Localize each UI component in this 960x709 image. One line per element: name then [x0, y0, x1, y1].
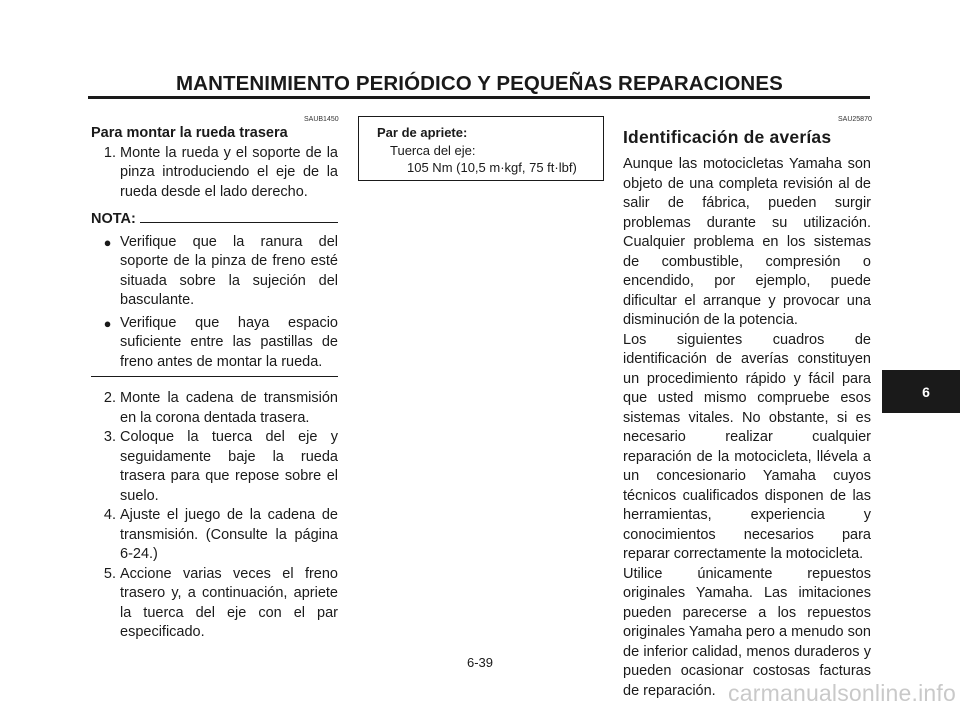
note-rule [140, 222, 338, 223]
section-title: Identificación de averías [623, 127, 832, 147]
paragraph: Los siguientes cuadros de identificación de averías constituyen un procedimiento rápido y fácil para que usted mismo compruebe esos sistemas vitales. No obstante, si es necesario realizar cualquier reparación de la motocicleta, llévela a un concesionario Yamaha cuyos técnicos cualificados disponen de las herramientas, experiencia y conocimientos necesarios para reparar correctamente la motocicleta. [623, 331, 871, 562]
step-text: Ajuste el juego de la cadena de transmisión. (Consulte la página 6-24.) [120, 507, 338, 562]
step-text: Coloque la tuerca del eje y seguidamente baje la rueda trasera para que repose sobre el suelo. [120, 429, 338, 504]
bullet-text: Verifique que la ranura del soporte de la pinza de freno esté situada sobre la sujeción del basculante. [120, 233, 338, 308]
torque-title: Par de apriete: [377, 125, 468, 140]
page-header-title: MANTENIMIENTO PERIÓDICO Y PEQUEÑAS REPARACIONES [176, 72, 783, 95]
torque-item: Tuerca del eje: [390, 142, 476, 158]
step-item [91, 506, 338, 565]
step-text: Accione varias veces el freno trasero y, a continuación, apriete la tuerca del eje con el par especificado. [120, 565, 338, 640]
step-item [91, 144, 338, 203]
bullet-text: Verifique que haya espacio suficiente entre las pastillas de freno antes de montar la rueda. [120, 314, 338, 370]
step-item [91, 428, 338, 506]
step-text: Monte la rueda y el soporte de la pinza introduciendo el eje de la rueda desde el lado derecho. [120, 144, 338, 200]
note-label: NOTA: [91, 211, 136, 227]
paragraph: Aunque las motocicletas Yamaha son objeto de una completa revisión al de salir de fábrica, pueden surgir problemas durante su utilización. Cualquier problema en los sistemas de combustible, compresión o encendido, por ejemplo, puede dificultar el arranque y provocar una disminución de la potencia. [623, 156, 871, 328]
note-bullet [91, 233, 338, 311]
step-text: Monte la cadena de transmisión en la corona dentada trasera. [120, 390, 338, 426]
section-heading: Para montar la rueda trasera [91, 125, 288, 141]
right-section-code: SAU25870 [838, 116, 872, 123]
step-number: 5. [103, 565, 116, 582]
right-column [623, 124, 871, 701]
step-number: 2. [103, 390, 116, 406]
step-number: 4. [103, 507, 116, 523]
bullet-icon: ● [103, 315, 112, 331]
step-item [91, 389, 338, 428]
chapter-tab: 6 [882, 370, 960, 413]
note-header [91, 210, 338, 230]
step-number: 1. [103, 144, 116, 161]
left-section-code: SAUB1450 [304, 116, 339, 123]
paragraph: Utilice únicamente repuestos originales Yamaha. Las imitaciones pueden parecerse a los repuestos originales Yamaha pero a menudo son de inferior calidad, menos duraderos y pueden ocasionar costosas facturas de reparación. [623, 565, 871, 699]
left-column [91, 124, 338, 643]
step-item [91, 565, 338, 643]
page-number: 6-39 [466, 655, 494, 670]
torque-value: 105 Nm (10,5 m·kgf, 75 ft·lbf) [407, 160, 577, 175]
step-number: 3. [103, 429, 116, 445]
note-end-rule [91, 376, 338, 377]
watermark: carmanualsonline.info [728, 680, 956, 706]
note-bullet [91, 314, 338, 373]
torque-spec-box [358, 116, 604, 181]
header-rule [88, 96, 870, 99]
bullet-icon: ● [103, 234, 112, 250]
